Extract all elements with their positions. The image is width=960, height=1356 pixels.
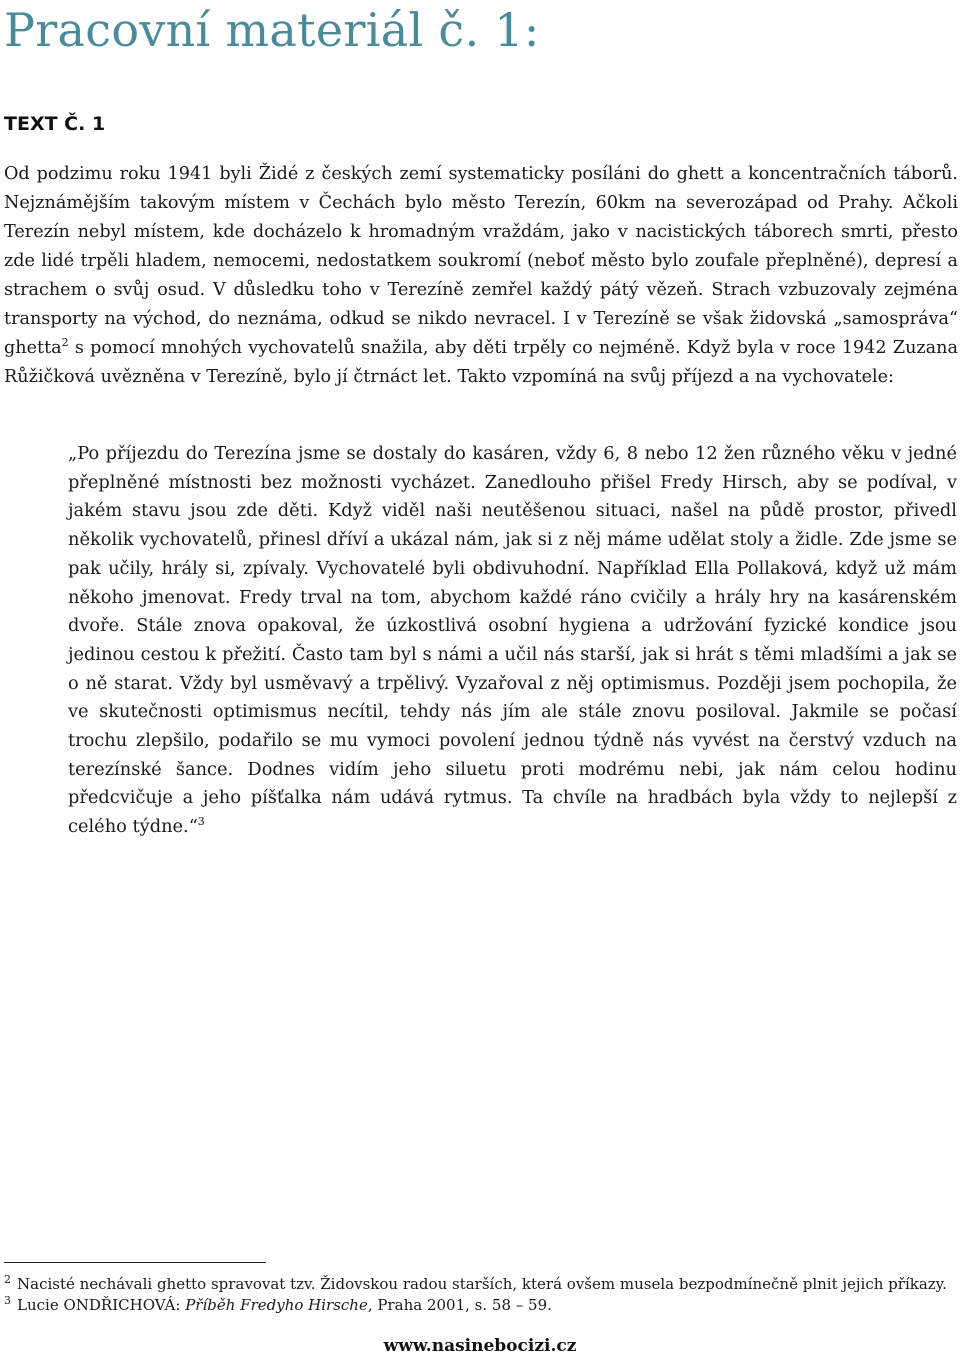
quote-text: „Po příjezdu do Terezína jsme se dostaly do kasáren, vždy 6, 8 nebo 12 žen různého věku v jedné přeplněné místnosti bez možnosti vycházet. Zanedlouho přišel Fredy Hirsch, aby se podíval, v jakém stavu jsou zde děti. Když viděl naši neutěšenou situaci, našel na půdě prostor, přivedl několik vychovatelů, přinesl dříví a ukázal nám, jak si z něj máme udělat stoly a židle. Zde jsme se pak učily, hrály si, zpívaly. Vychovatelé byli obdivuhodní. Například Ella Pollaková, když už mám někoho jmenovat. Fredy trval na tom, abychom každé ráno cvičily a hrály hry na kasárenském dvoře. Stále znova opakoval, že úzkostlivá osobní hygiena a udržování fyzické kondice jsou jedinou cestou k přežití. Často tam byl s námi a učil nás starší, jak si hrát s těmi mladšími a jak se o ně starat. Vždy byl usměvavý a trpělivý. Vyzařoval z něj optimismus. Později jsem pochopila, že ve skutečnosti optimismus necítil, tehdy nás jím ale stále znovu posiloval. Jakmile se počasí trochu zlepšilo, podařilo se mu vymoci povolení jednou týdně nás vyvést na čerstvý vzduch na terezínské šance. Dodnes vidím jeho siluetu proti modrému nebi, jak nám celou hodinu předcvičuje a jeho píšťalka nám udává rytmus. Ta chvíle na hradbách byla vždy to nejlepší z celého týdne.“ [68, 443, 957, 838]
footnote-citation: , Praha 2001, s. 58 – 59. [367, 1296, 552, 1314]
footnote-divider [4, 1262, 266, 1263]
intro-text-part2: s pomocí mnohých vychovatelů snažila, aby děti trpěly co nejméně. Když byla v roce 1942 Zuzana Růžičková uvězněna v Terezíně, bylo jí čtrnáct let. Takto vzpomíná na svůj příjezd a na vychovatele: [4, 338, 958, 387]
footnote-number: 2 [4, 1273, 11, 1286]
footnote-text: Nacisté nechávali ghetto spravovat tzv. Židovskou radou starších, která ovšem musela bezpodmínečně plnit jejich příkazy. [17, 1275, 947, 1293]
footnote-2 [4, 1274, 957, 1295]
footnote-reference-3[interactable]: 3 [197, 815, 205, 829]
footnote-work-title: Příběh Fredyho Hirsche [185, 1296, 368, 1314]
intro-paragraph [4, 160, 958, 392]
footnote-number: 3 [4, 1294, 11, 1307]
footnote-author: Lucie ONDŘICHOVÁ: [17, 1296, 186, 1314]
footnote-3 [4, 1295, 957, 1316]
footnotes-section [4, 1274, 957, 1316]
intro-text-part1: Od podzimu roku 1941 byli Židé z českých zemí systematicky posíláni do ghett a koncentračních táborů. Nejznámějším takovým místem v Čechách bylo město Terezín, 60km na severozápad od Prahy. Ačkoli Terezín nebyl místem, kde docházelo k hromadným vraždám, jako v nacistických táborech smrti, přesto zde lidé trpěli hladem, nemocemi, nedostatkem soukromí (neboť město bylo zoufale přeplněné), depresí a strachem o svůj osud. V důsledku toho v Terezíně zemřel každý pátý vězeň. Strach vzbuzovaly zejména transporty na východ, do neznáma, odkud se nikdo nevracel. I v Terezíně se však židovská „samospráva“ ghetta [4, 164, 958, 358]
footer-website-link[interactable]: www.nasinebocizi.cz [383, 1336, 577, 1356]
section-heading: TEXT Č. 1 [4, 113, 106, 135]
quote-paragraph [68, 440, 957, 842]
page-title: Pracovní materiál č. 1: [4, 3, 540, 57]
footnote-reference-2[interactable]: 2 [61, 336, 69, 350]
